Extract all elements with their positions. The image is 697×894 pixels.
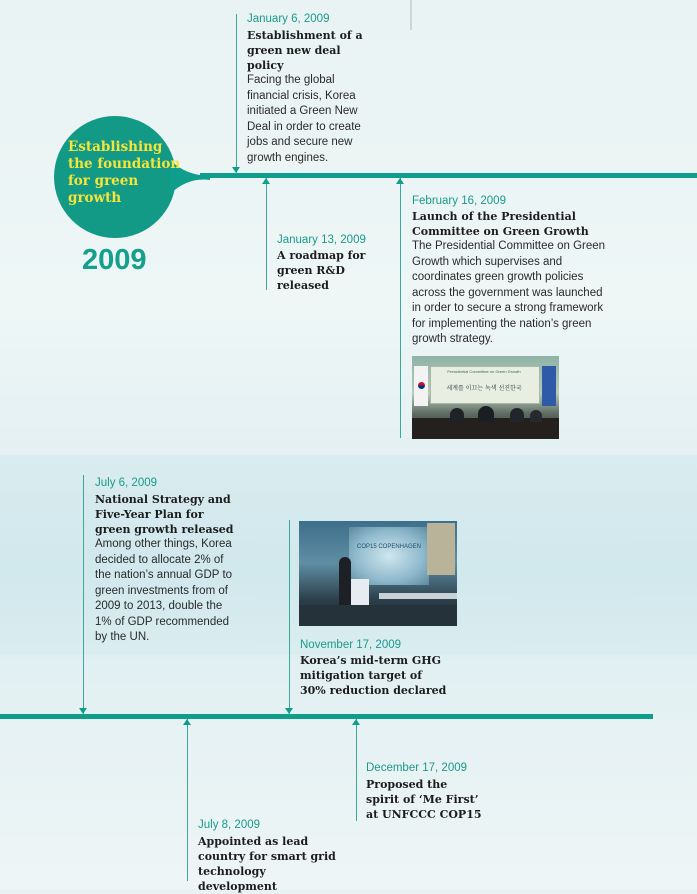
tick-jul8 xyxy=(183,719,191,725)
event-jul6 xyxy=(95,476,235,646)
connector-feb16 xyxy=(400,178,401,438)
connector-jan13 xyxy=(266,178,267,290)
event-body: The Presidential Committee on Green Growth which supervises and coordinates green growth policies across the government was launched in order to secure a strong framework for implementing the nation’s green growth strategy. xyxy=(412,240,606,345)
screen-right xyxy=(427,523,455,575)
cop15-photo xyxy=(299,521,457,626)
event-jan6 xyxy=(247,12,375,166)
event-jul8 xyxy=(198,818,348,894)
connector-nov17 xyxy=(289,520,290,715)
event-date: November 17, 2009 xyxy=(300,639,402,651)
committee-photo xyxy=(412,356,559,439)
attendee xyxy=(450,408,464,422)
timeline-lower xyxy=(0,714,653,719)
event-title: National Strategy and Five-Year Plan for green growth released xyxy=(95,493,234,536)
stage-rail xyxy=(379,593,457,599)
speaker xyxy=(339,557,351,605)
section-heading: Establishing the foundation for green growth xyxy=(68,139,181,206)
timeline-upper xyxy=(200,173,697,178)
cop15-sign: COP15 COPENHAGEN xyxy=(356,544,422,550)
event-title: Establishment of a green new deal policy xyxy=(247,29,363,72)
event-date: July 6, 2009 xyxy=(95,477,158,489)
tick-jan6 xyxy=(232,167,240,173)
connector-jul8 xyxy=(187,719,188,881)
attendee xyxy=(478,406,494,422)
tick-jan13 xyxy=(262,178,270,184)
event-nov17 xyxy=(300,638,450,698)
connector-dec17 xyxy=(356,719,357,821)
event-date: January 6, 2009 xyxy=(247,13,330,25)
attendee xyxy=(530,410,542,422)
event-date: February 16, 2009 xyxy=(412,195,506,207)
event-title: Appointed as lead country for smart grid technology development xyxy=(198,835,336,893)
event-title: Korea’s mid-term GHG mitigation target of 30% reduction declared xyxy=(300,654,447,697)
tick-jul6 xyxy=(79,708,87,714)
event-date: January 13, 2009 xyxy=(277,234,366,246)
stage xyxy=(299,605,457,626)
tick-dec17 xyxy=(352,719,360,725)
attendee xyxy=(510,408,524,422)
connector-jan6 xyxy=(236,14,237,174)
event-feb16 xyxy=(412,194,612,348)
flag-korea xyxy=(414,366,428,406)
cop15-backdrop xyxy=(349,527,429,585)
tick-feb16 xyxy=(396,178,404,184)
event-dec17 xyxy=(366,761,484,822)
top-decor-line xyxy=(410,0,412,30)
connector-jul6 xyxy=(83,475,84,715)
flag-presidential xyxy=(542,366,556,406)
section-year: 2009 xyxy=(82,244,147,276)
event-date: July 8, 2009 xyxy=(198,819,261,831)
event-jan13 xyxy=(277,233,377,293)
tick-nov17 xyxy=(285,708,293,714)
event-body: Among other things, Korea decided to allocate 2% of the nation’s annual GDP to green investments from of 2009 to 2013, double the 1% of GDP recommended by the UN. xyxy=(95,538,233,643)
event-date: December 17, 2009 xyxy=(366,762,468,774)
event-body: Facing the global financial crisis, Korea initiated a Green New Deal in order to create jobs and secure new growth engines. xyxy=(247,74,361,164)
event-title: Launch of the Presidential Committee on Green Growth xyxy=(412,210,589,238)
committee-sign: Presidential Committee on Green Growth xyxy=(447,369,521,374)
event-title: A roadmap for green R&D released xyxy=(277,249,366,292)
event-title: Proposed the spirit of ‘Me First’ at UNFCCC COP15 xyxy=(366,778,482,821)
committee-banner-text: 세계를 이끄는 녹색 선진한국 xyxy=(446,385,522,392)
